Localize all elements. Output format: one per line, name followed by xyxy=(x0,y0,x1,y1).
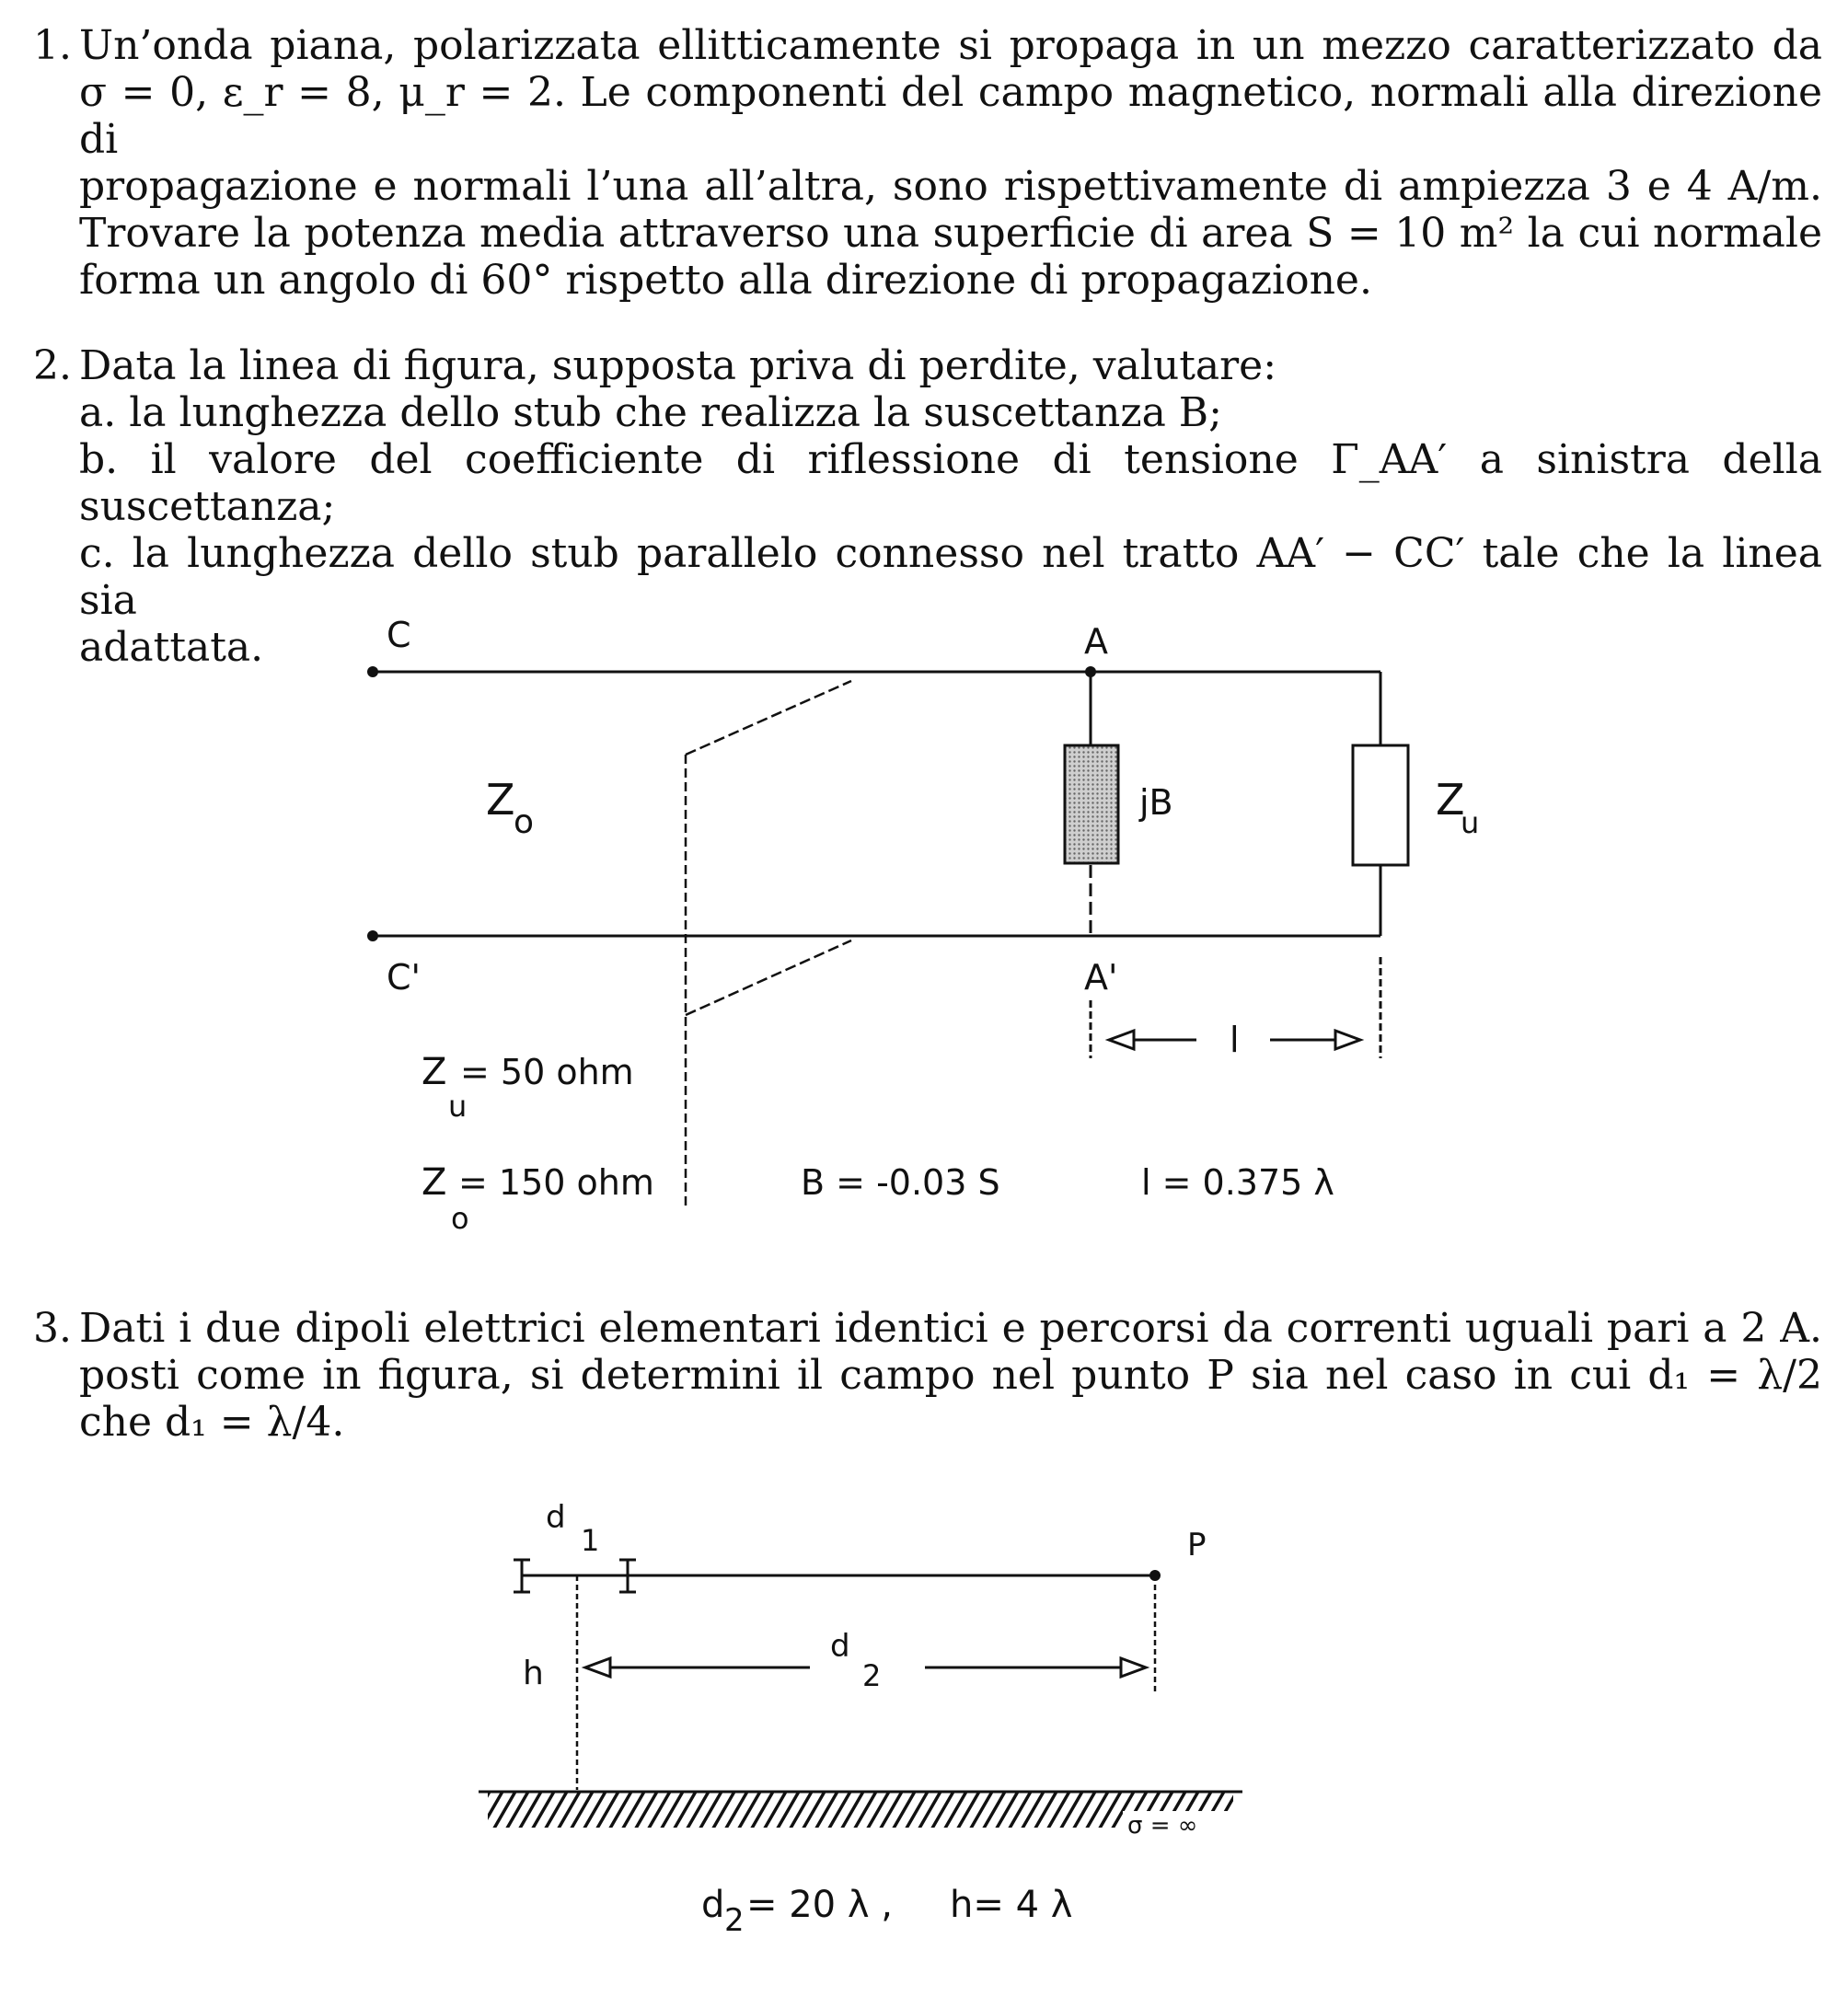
label-Zo-sub: o xyxy=(514,803,535,841)
text-line: forma un angolo di 60° rispetto alla direzione di propagazione. xyxy=(79,257,1372,304)
label-d2-sub: 2 xyxy=(862,1658,882,1693)
label-Zu: Z xyxy=(1436,775,1465,825)
label-length: l xyxy=(1230,1020,1240,1060)
caption-d2-sub: 2 xyxy=(724,1902,745,1939)
susceptance-element xyxy=(1065,745,1118,863)
text-line: b. il valore del coefficiente di riflessione di tensione Γ_AA′ a sinistra della suscettanza; xyxy=(79,436,1822,530)
zo-sub: o xyxy=(451,1201,469,1236)
text-line: σ = 0, ε_r = 8, μ_r = 2. Le componenti del campo magnetico, normali alla direzione di xyxy=(79,69,1822,163)
text-line: Data la linea di figura, supposta priva di perdite, valutare: xyxy=(79,342,1277,389)
transmission-line-figure xyxy=(0,607,1848,1252)
label-C: C xyxy=(387,615,411,655)
label-d2: d xyxy=(830,1628,850,1665)
text-line: propagazione e normali l’una all’altra, sono rispettivamente di ampiezza 3 e 4 A/m. xyxy=(79,163,1822,210)
zo-label: Z xyxy=(422,1161,447,1204)
text-line: che d₁ = λ/4. xyxy=(79,1399,345,1446)
problem-number: 3. xyxy=(33,1305,72,1352)
problem-text xyxy=(79,22,1822,304)
caption-d2-value: = 20 λ , xyxy=(746,1884,893,1926)
problem-number: 2. xyxy=(33,342,72,389)
dipole-figure xyxy=(0,1491,1848,1979)
zu-value: = 50 ohm xyxy=(460,1052,634,1092)
label-Zu-sub: u xyxy=(1461,805,1480,840)
l-value: l = 0.375 λ xyxy=(1141,1162,1334,1203)
text-line: Trovare la potenza media attraverso una superficie di area S = 10 m² la cui normale xyxy=(79,210,1822,257)
label-A: A xyxy=(1084,621,1108,662)
zu-label: Z xyxy=(422,1051,447,1093)
text-line: Dati i due dipoli elettrici elementari identici e percorsi da correnti uguali pari a 2 A. xyxy=(79,1305,1822,1352)
label-A-prime: A' xyxy=(1084,957,1118,998)
zo-value: = 150 ohm xyxy=(458,1162,654,1203)
problem-number: 1. xyxy=(33,22,72,69)
label-Zo: Z xyxy=(486,775,515,825)
label-d1-sub: 1 xyxy=(581,1523,600,1558)
text-line: posti come in figura, si determini il campo nel punto P sia nel caso in cui d₁ = λ/2 xyxy=(79,1352,1822,1399)
text-line: adattata. xyxy=(79,624,264,671)
text-line: a. la lunghezza dello stub che realizza la suscettanza B; xyxy=(79,389,1222,436)
label-sigma: σ = ∞ xyxy=(1127,1812,1198,1840)
label-P: P xyxy=(1187,1527,1207,1563)
zu-sub: u xyxy=(448,1089,468,1124)
label-h: h xyxy=(523,1655,544,1692)
caption-d2: d xyxy=(701,1884,725,1926)
problem-1 xyxy=(33,22,1822,304)
label-d1: d xyxy=(546,1499,566,1536)
ground-plane xyxy=(488,1793,1233,1828)
text-line: Un’onda piana, polarizzata ellitticamente si propaga in un mezzo caratterizzato da xyxy=(79,22,1822,69)
problem-3 xyxy=(33,1305,1822,1446)
b-value: B = -0.03 S xyxy=(801,1162,1000,1203)
caption-h: h= 4 λ xyxy=(950,1884,1073,1926)
label-C-prime: C' xyxy=(387,957,421,998)
label-jB: jB xyxy=(1139,782,1173,823)
problem-text xyxy=(79,1305,1822,1446)
text-line: c. la lunghezza dello stub parallelo connesso nel tratto AA′ − CC′ tale che la linea sia xyxy=(79,530,1822,624)
